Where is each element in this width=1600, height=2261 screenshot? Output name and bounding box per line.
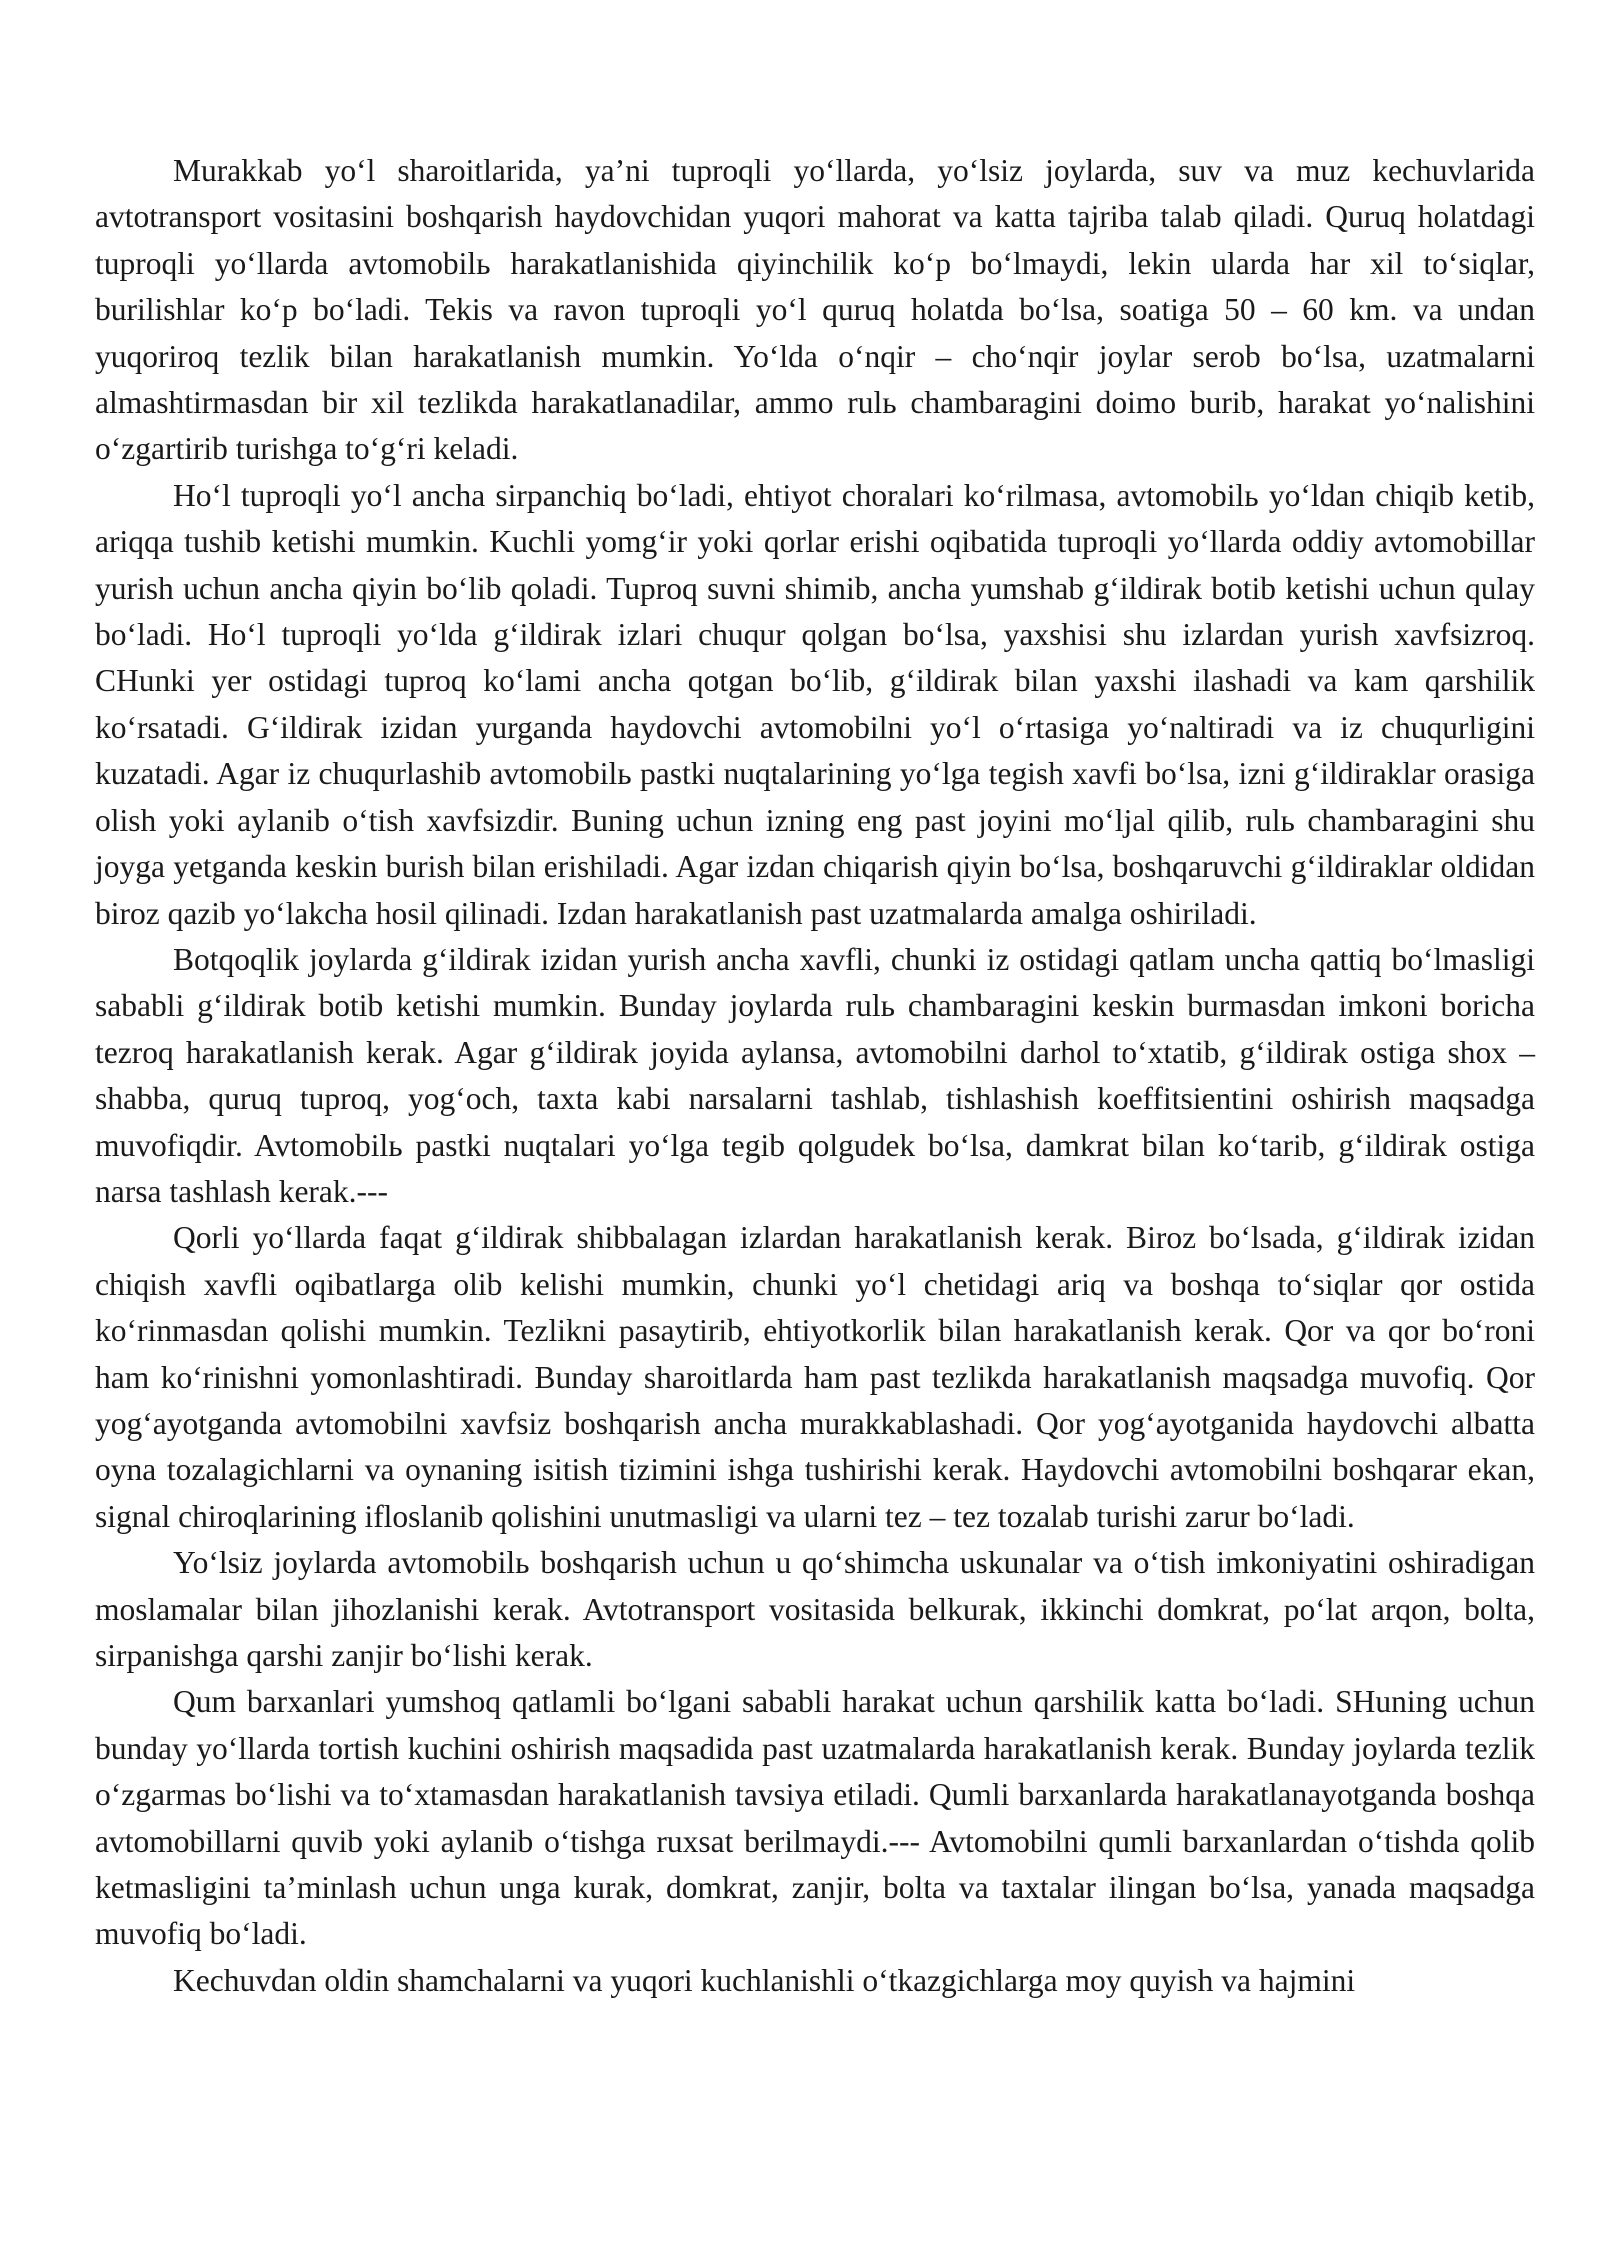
paragraph-wet-dirt-roads: Ho‘l tuproqli yo‘l ancha sirpanchiq bo‘ladi, ehtiyot choralari ko‘rilmasa, avtomobilь yo‘ldan chiqib ketib, ariqqa tushib ketishi mumkin. Kuchli yomg‘ir yoki qorlar erishi oqibatida tuproqli yo‘llarda oddiy avtomobillar yurish uchun ancha qiyin bo‘lib qoladi. Tuproq suvni shimib, ancha yumshab g‘ildirak botib ketishi uchun qulay bo‘ladi. Ho‘l tuproqli yo‘lda g‘ildirak izlari chuqur qolgan bo‘lsa, yaxshisi shu izlardan yurish xavfsizroq. CHunki yer ostidagi tuproq ko‘lami ancha qotgan bo‘lib, g‘ildirak bilan yaxshi ilashadi va kam qarshilik ko‘rsatadi. G‘ildirak izidan yurganda haydovchi avtomobilni yo‘l o‘rtasiga yo‘naltiradi va iz chuqurligini kuzatadi. Agar iz chuqurlashib avtomobilь pastki nuqtalarining yo‘lga tegish xavfi bo‘lsa, izni g‘ildiraklar orasiga olish yoki aylanib o‘tish xavfsizdir. Buning uchun izning eng past joyini mo‘ljal qilib, rulь chambaragini shu joyga yetganda keskin burish bilan erishiladi. Agar izdan chiqarish qiyin bo‘lsa, boshqaruvchi g‘ildiraklar oldidan biroz qazib yo‘lakcha hosil qilinadi. Izdan harakatlanish past uzatmalarda amalga oshiriladi. xyxy=(95,477,1535,931)
document-page xyxy=(95,148,1535,2004)
paragraph-snowy-roads: Qorli yo‘llarda faqat g‘ildirak shibbalagan izlardan harakatlanish kerak. Biroz bo‘lsada, g‘ildirak izidan chiqish xavfli oqibatlarga olib kelishi mumkin, chunki yo‘l chetidagi ariq va boshqa to‘siqlar qor ostida ko‘rinmasdan qolishi mumkin. Tezlikni pasaytirib, ehtiyotkorlik bilan harakatlanish kerak. Qor va qor bo‘roni ham ko‘rinishni yomonlashtiradi. Bunday sharoitlarda ham past tezlikda harakatlanish maqsadga muvofiq. Qor yog‘ayotganda avtomobilni xavfsiz boshqarish ancha murakkablashadi. Qor yog‘ayotganida haydovchi albatta oyna tozalagichlarni va oynaning isitish tizimini ishga tushirishi kerak. Haydovchi avtomobilni boshqarar ekan, signal chiroqlarining ifloslanib qolishini unutmasligi va ularni tez – tez tozalab turishi zarur bo‘ladi. xyxy=(95,1220,1535,1534)
paragraph-sand-dunes: Qum barxanlari yumshoq qatlamli bo‘lgani sababli harakat uchun qarshilik katta bo‘ladi. SHuning uchun bunday yo‘llarda tortish kuchini oshirish maqsadida past uzatmalarda harakatlanish kerak. Bunday joylarda tezlik o‘zgarmas bo‘lishi va to‘xtamasdan harakatlanish tavsiya etiladi. Qumli barxanlarda harakatlanayotganda boshqa avtomobillarni quvib yoki aylanib o‘tishga ruxsat berilmaydi.--- Avtomobilni qumli barxanlardan o‘tishda qolib ketmasligini ta’minlash uchun unga kurak, domkrat, zanjir, bolta va taxtalar ilingan bo‘lsa, yanada maqsadga muvofiq bo‘ladi. xyxy=(95,1684,1535,1952)
paragraph-water-crossing: Kechuvdan oldin shamchalarni va yuqori kuchlanishli o‘tkazgichlarga moy quyish va hajmini xyxy=(173,1962,1356,1998)
paragraph-swamp-areas: Botqoqlik joylarda g‘ildirak izidan yurish ancha xavfli, chunki iz ostidagi qatlam uncha qattiq bo‘lmasligi sababli g‘ildirak botib ketishi mumkin. Bunday joylarda rulь chambaragini keskin burmasdan imkoni boricha tezroq harakatlanish kerak. Agar g‘ildirak joyida aylansa, avtomobilni darhol to‘xtatib, g‘ildirak ostiga shox – shabba, quruq tuproq, yog‘och, taxta kabi narsalarni tashlab, tishlashish koeffitsientini oshirish maqsadga muvofiqdir. Avtomobilь pastki nuqtalari yo‘lga tegib qolgudek bo‘lsa, damkrat bilan ko‘tarib, g‘ildirak ostiga narsa tashlash kerak.--- xyxy=(95,941,1535,1209)
paragraph-roadless-areas: Yo‘lsiz joylarda avtomobilь boshqarish uchun u qo‘shimcha uskunalar va o‘tish imkoniyatini oshiradigan moslamalar bilan jihozlanishi kerak. Avtotransport vositasida belkurak, ikkinchi domkrat, po‘lat arqon, bolta, sirpanishga qarshi zanjir bo‘lishi kerak. xyxy=(95,1545,1535,1673)
paragraph-difficult-roads: Murakkab yo‘l sharoitlarida, ya’ni tuproqli yo‘llarda, yo‘lsiz joylarda, suv va muz kechuvlarida avtotransport vositasini boshqarish haydovchidan yuqori mahorat va katta tajriba talab qiladi. Quruq holatdagi tuproqli yo‘llarda avtomobilь harakatlanishida qiyinchilik ko‘p bo‘lmaydi, lekin ularda har xil to‘siqlar, burilishlar ko‘p bo‘ladi. Tekis va ravon tuproqli yo‘l quruq holatda bo‘lsa, soatiga 50 – 60 km. va undan yuqoriroq tezlik bilan harakatlanish mumkin. Yo‘lda o‘nqir – cho‘nqir joylar serob bo‘lsa, uzatmalarni almashtirmasdan bir xil tezlikda harakatlanadilar, ammo rulь chambaragini doimo burib, harakat yo‘nalishini o‘zgartirib turishga to‘g‘ri keladi. xyxy=(95,153,1535,467)
